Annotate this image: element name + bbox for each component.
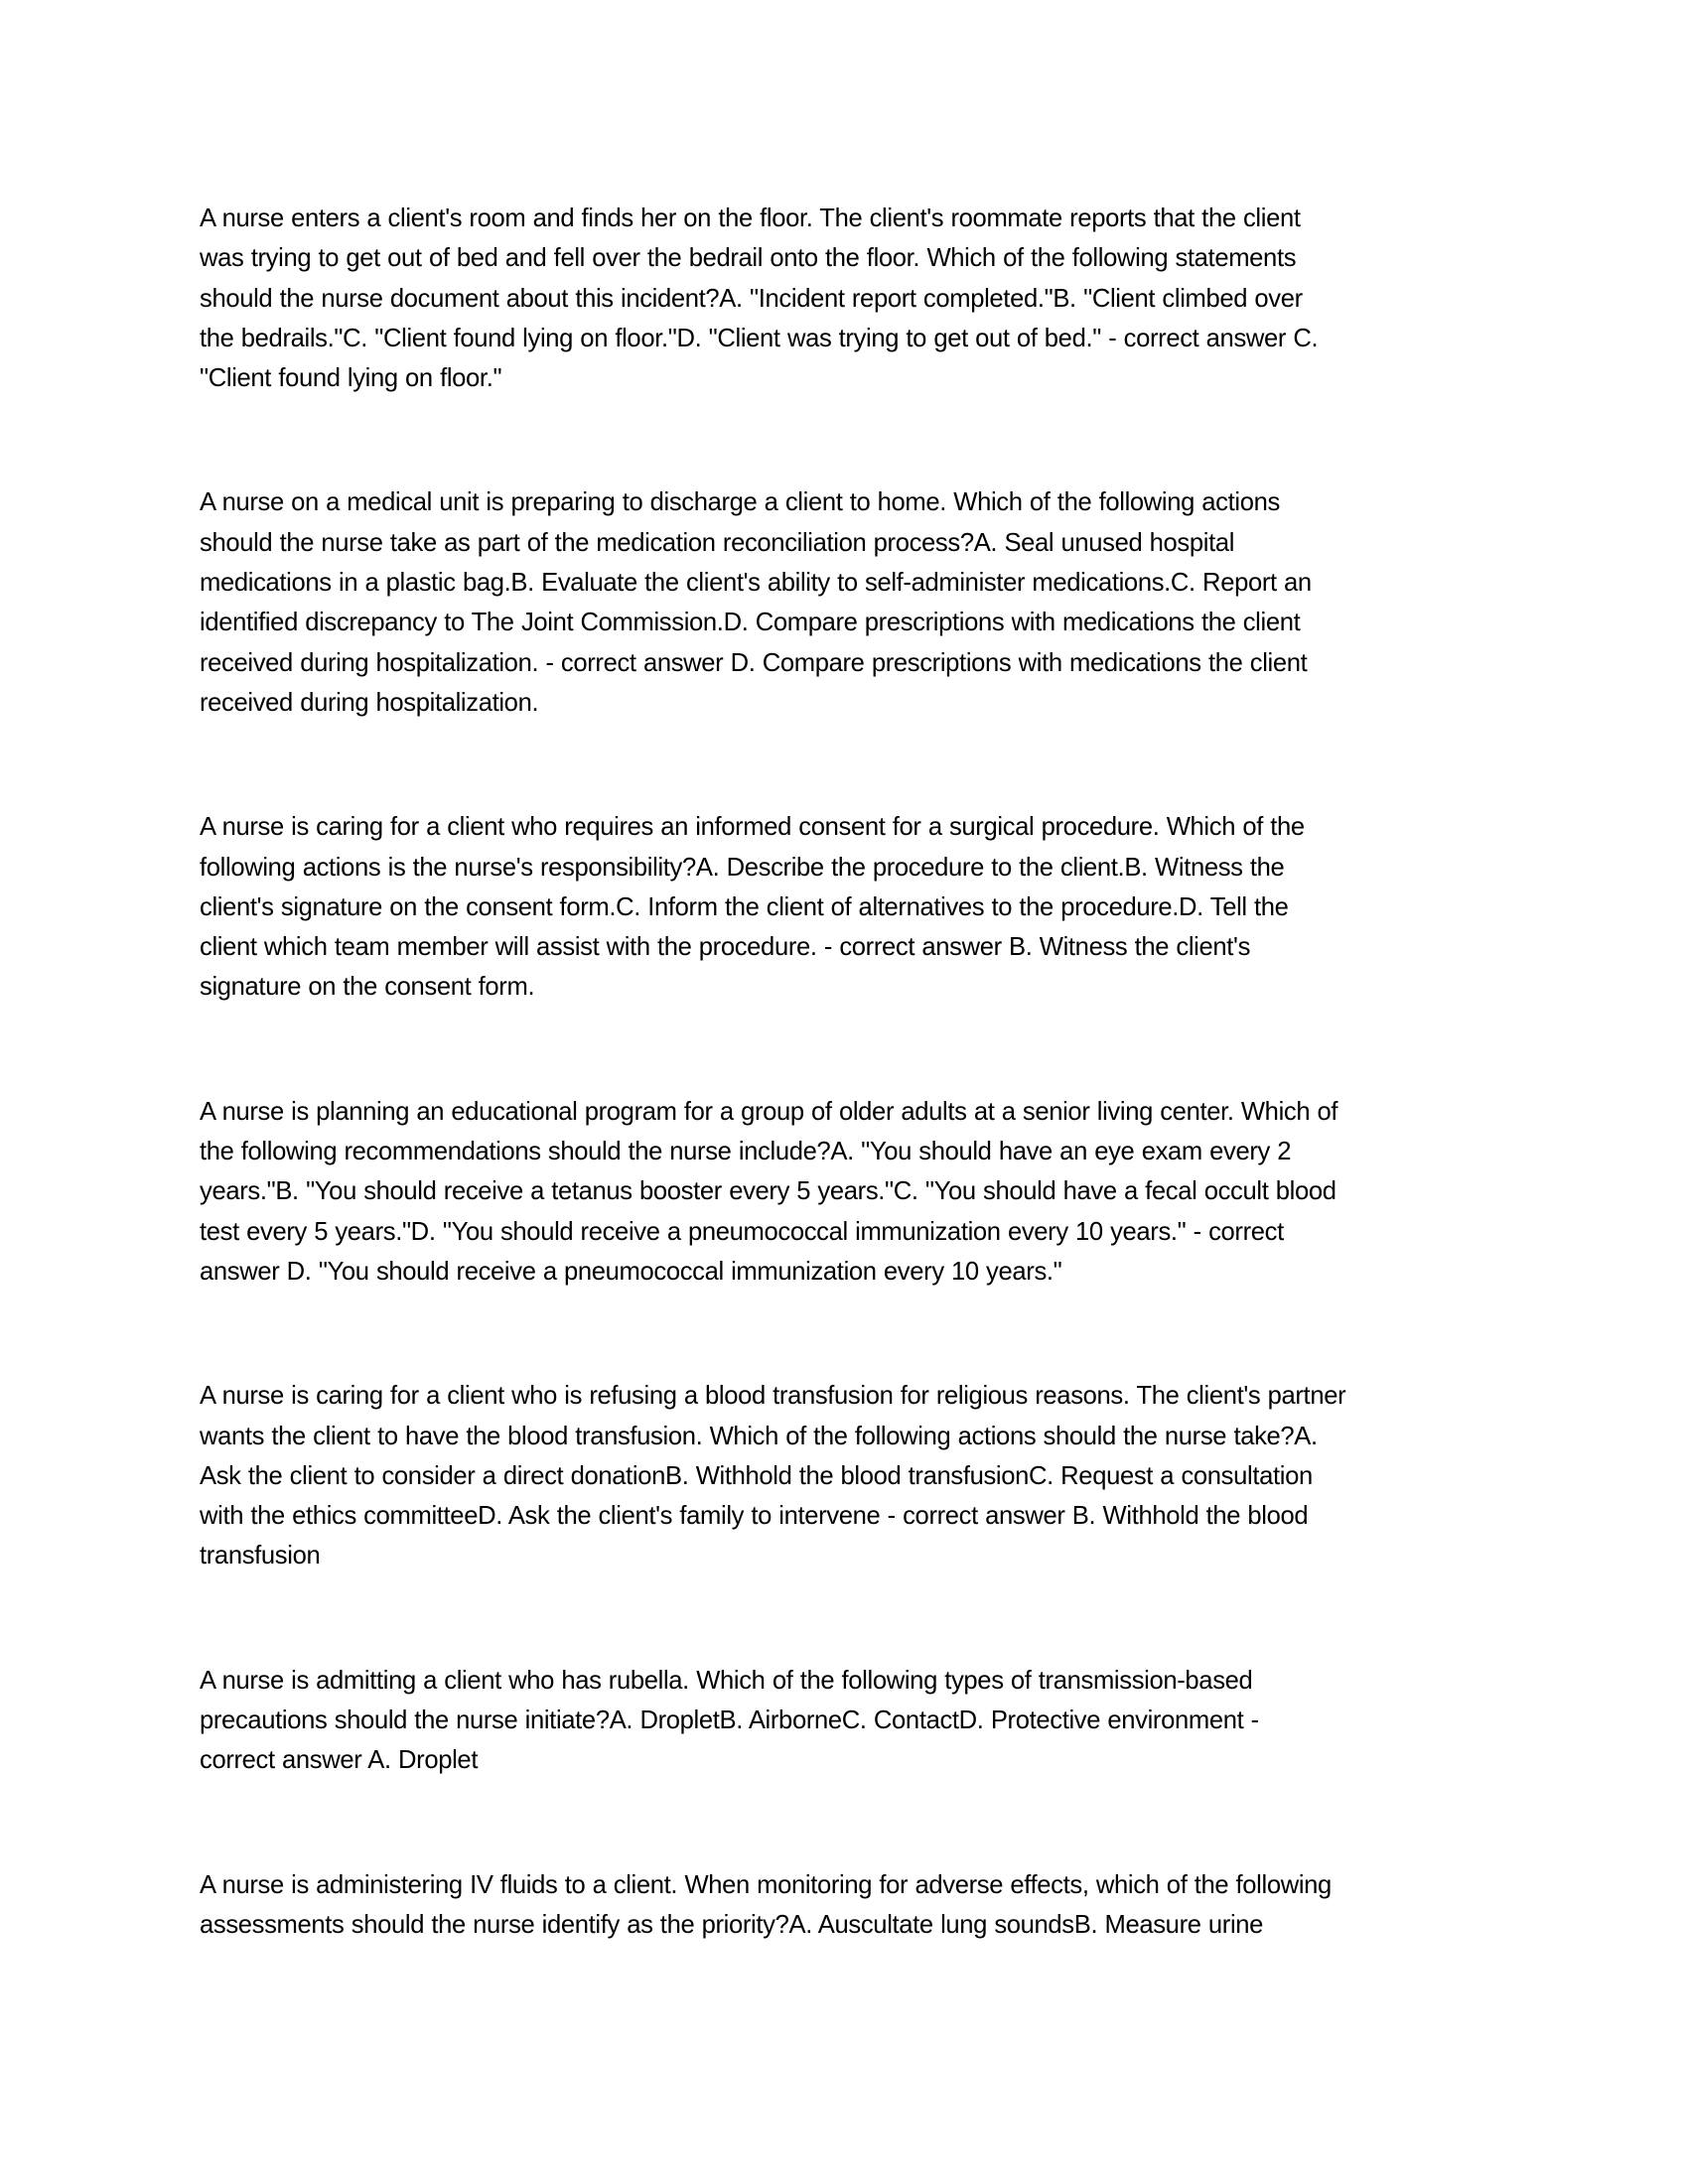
question-block-5	[200, 1376, 1396, 1575]
text-line: A nurse is admitting a client who has rubella. Which of the following types of transmission-based	[200, 1666, 1253, 1695]
text-line: A nurse on a medical unit is preparing to discharge a client to home. Which of the following actions	[200, 488, 1280, 517]
text-line: A nurse enters a client's room and finds her on the floor. The client's roommate reports that the client	[200, 205, 1301, 232]
text-line: precautions should the nurse initiate?A. DropletB. AirborneC. ContactD. Protective environment -	[200, 1706, 1259, 1735]
question-block-2	[200, 482, 1396, 723]
text-line: the bedrails."C. "Client found lying on floor."D. "Client was trying to get out of bed." - correct answer C.	[200, 324, 1319, 352]
question-block-6	[200, 1661, 1396, 1781]
text-line: should the nurse take as part of the medication reconciliation process?A. Seal unused hospital	[200, 528, 1235, 557]
text-line: medications in a plastic bag.B. Evaluate the client's ability to self-administer medications.C. Report an	[200, 569, 1312, 598]
document-page	[200, 199, 1396, 2029]
text-line: wants the client to have the blood transfusion. Which of the following actions should the nurse take?A.	[200, 1422, 1318, 1450]
question-block-7	[200, 1865, 1396, 1946]
text-line: test every 5 years."D. "You should receive a pneumococcal immunization every 10 years." - correct	[200, 1217, 1284, 1246]
text-line: A nurse is planning an educational program for a group of older adults at a senior living center. Which of	[200, 1097, 1338, 1126]
text-line: Ask the client to consider a direct donationB. Withhold the blood transfusionC. Request a consultation	[200, 1461, 1313, 1490]
question-block-3	[200, 807, 1396, 1007]
text-line: years."B. "You should receive a tetanus booster every 5 years."C. "You should have a fecal occult blood	[200, 1177, 1336, 1206]
text-line: received during hospitalization.	[200, 688, 539, 717]
text-line: assessments should the nurse identify as the priority?A. Auscultate lung soundsB. Measure urine	[200, 1910, 1264, 1939]
text-line: following actions is the nurse's responsibility?A. Describe the procedure to the client.B. Witness the	[200, 853, 1285, 882]
text-line: received during hospitalization. - correct answer D. Compare prescriptions with medications the client	[200, 648, 1308, 677]
text-line: answer D. "You should receive a pneumococcal immunization every 10 years."	[200, 1257, 1062, 1286]
text-line: the following recommendations should the nurse include?A. "You should have an eye exam every 2	[200, 1138, 1292, 1166]
text-line: should the nurse document about this incident?A. "Incident report completed."B. "Client climbed over	[200, 284, 1303, 313]
text-line: transfusion	[200, 1542, 321, 1570]
text-line: "Client found lying on floor."	[200, 364, 502, 393]
text-line: with the ethics committeeD. Ask the client's family to intervene - correct answer B. Withhold the blood	[200, 1502, 1309, 1531]
question-block-4	[200, 1092, 1396, 1292]
text-line: signature on the consent form.	[200, 973, 535, 1002]
text-line: correct answer A. Droplet	[200, 1746, 479, 1775]
text-line: identified discrepancy to The Joint Commission.D. Compare prescriptions with medications the client	[200, 609, 1301, 637]
text-line: was trying to get out of bed and fell over the bedrail onto the floor. Which of the following statements	[200, 244, 1297, 273]
text-line: client's signature on the consent form.C. Inform the client of alternatives to the procedure.D. Tell the	[200, 892, 1289, 921]
text-line: client which team member will assist with the procedure. - correct answer B. Witness the client's	[200, 933, 1251, 962]
question-block-1	[200, 199, 1396, 398]
text-line: A nurse is caring for a client who is refusing a blood transfusion for religious reasons. The client's partner	[200, 1382, 1346, 1411]
text-line: A nurse is administering IV fluids to a client. When monitoring for adverse effects, which of the following	[200, 1870, 1332, 1899]
text-line: A nurse is caring for a client who requires an informed consent for a surgical procedure. Which of the	[200, 813, 1305, 842]
